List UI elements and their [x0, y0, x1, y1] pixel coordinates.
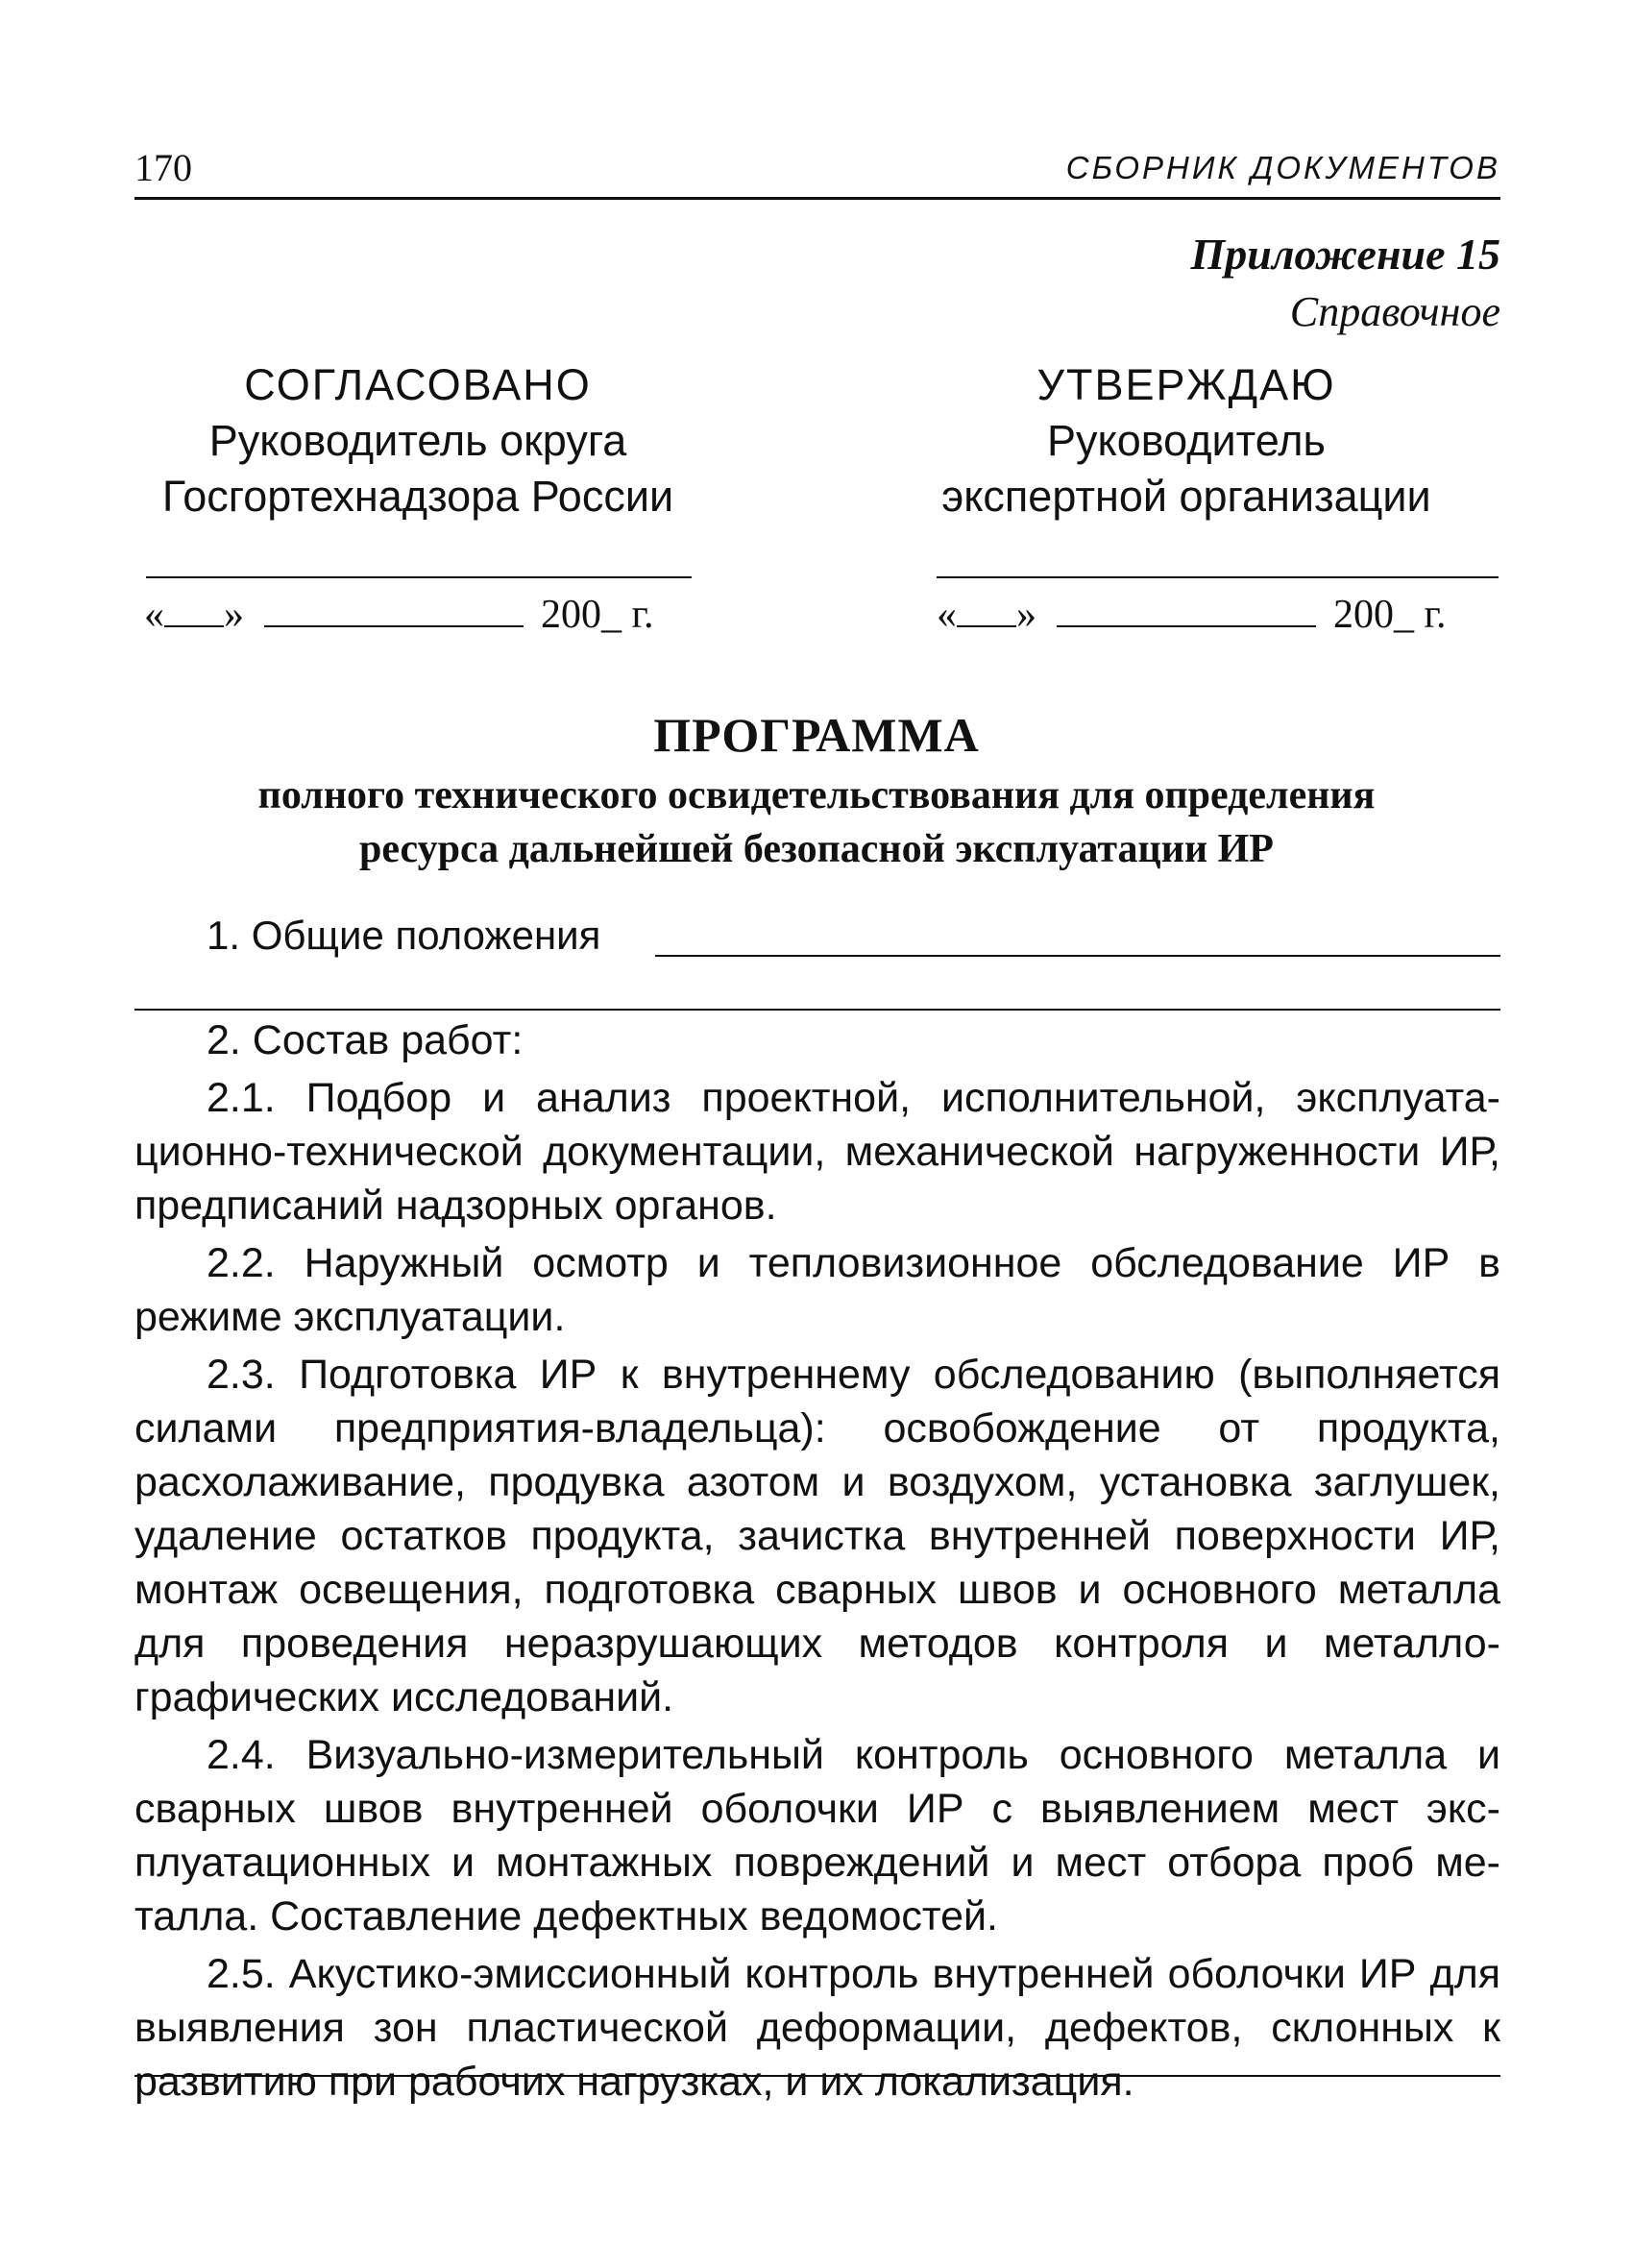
close-quote: »: [1016, 593, 1036, 637]
approval-block-approved: [889, 357, 1484, 524]
month-blank: [1057, 591, 1316, 627]
paragraph-2-2: 2.2. Наружный осмотр и тепловизионное обследование ИР в режиме эксплуатации.: [134, 1240, 1500, 1340]
close-quote: »: [224, 593, 244, 637]
approval-position-line2: экспертной организации: [941, 472, 1431, 521]
section-general-provisions: [207, 907, 600, 964]
open-quote: «: [937, 593, 957, 637]
appendix-subtitle: Справочное: [1289, 288, 1500, 335]
page-number: 170: [134, 146, 192, 189]
paragraph-2-1: 2.1. Подбор и анализ проектной, исполнительной, эксплуатационно-технической документации, механической нагруженности ИР, предписаний надзорных органов.: [134, 1075, 1500, 1229]
month-blank: [264, 591, 524, 627]
appendix-title: Приложение 15: [1190, 230, 1500, 279]
approval-position-line1: Руководитель: [1047, 416, 1326, 465]
date-row-agreed: [144, 586, 654, 644]
subtitle-line1: полного технического освидетельствования для определения: [257, 773, 1376, 817]
paragraph-2-5: 2.5. Акустико-эмиссионный контроль внутренней оболочки ИР для выявления зон пластической деформации, дефектов, склонных к развитию при рабочих нагрузках, и их локализация.: [134, 1951, 1500, 2105]
day-blank: [164, 591, 224, 627]
approval-block-agreed: [120, 357, 716, 524]
paragraph-2-3: 2.3. Подготовка ИР к внутреннему обследованию (выполняется силами предприятия-владельца): освобождение от продукта, расхолаживание, продувка азотом и воздухом, установка заглушек, удаление остатков продукта, зачистка внутренней поверхности ИР, монтаж освещения, подготовка сварных швов и основного металла для проведения неразрушающих методов контроля и металлографических исследований.: [134, 1352, 1500, 1720]
signature-line-approved: [937, 576, 1499, 578]
day-blank: [957, 591, 1016, 627]
date-row-approved: [937, 586, 1447, 644]
footer-rule: [134, 2075, 1500, 2077]
open-quote: «: [144, 593, 164, 637]
year-label: 200_ г.: [1333, 593, 1447, 637]
work-scope-section: [134, 1013, 1500, 2112]
approval-heading: УТВЕРЖДАЮ: [1036, 360, 1336, 409]
paragraph-2: 2. Состав работ:: [207, 1017, 524, 1063]
document-subtitle: [134, 768, 1499, 876]
document-title: ПРОГРАММА: [653, 708, 980, 762]
year-label: 200_ г.: [541, 593, 654, 637]
header-rule: [134, 197, 1500, 200]
section-label: 1. Общие положения: [207, 913, 601, 958]
approval-position-line1: Руководитель округа: [208, 416, 627, 465]
approval-position-line2: Госгортехнадзора России: [161, 472, 674, 521]
subtitle-line2: ресурса дальнейшей безопасной эксплуатации ИР: [359, 827, 1274, 871]
fill-in-line: [655, 955, 1500, 957]
signature-line-agreed: [146, 576, 692, 578]
approval-heading: СОГЛАСОВАНО: [244, 360, 592, 409]
fill-in-line: [134, 1009, 1500, 1011]
running-title: СБОРНИК ДОКУМЕНТОВ: [1065, 150, 1500, 185]
paragraph-2-4: 2.4. Визуально-измерительный контроль основного металла и сварных швов внутренней оболочки ИР с выявлением мест эксплуатационных и монтажных повреждений и мест отбора проб металла. Составление дефектных ведомостей.: [134, 1732, 1500, 1939]
